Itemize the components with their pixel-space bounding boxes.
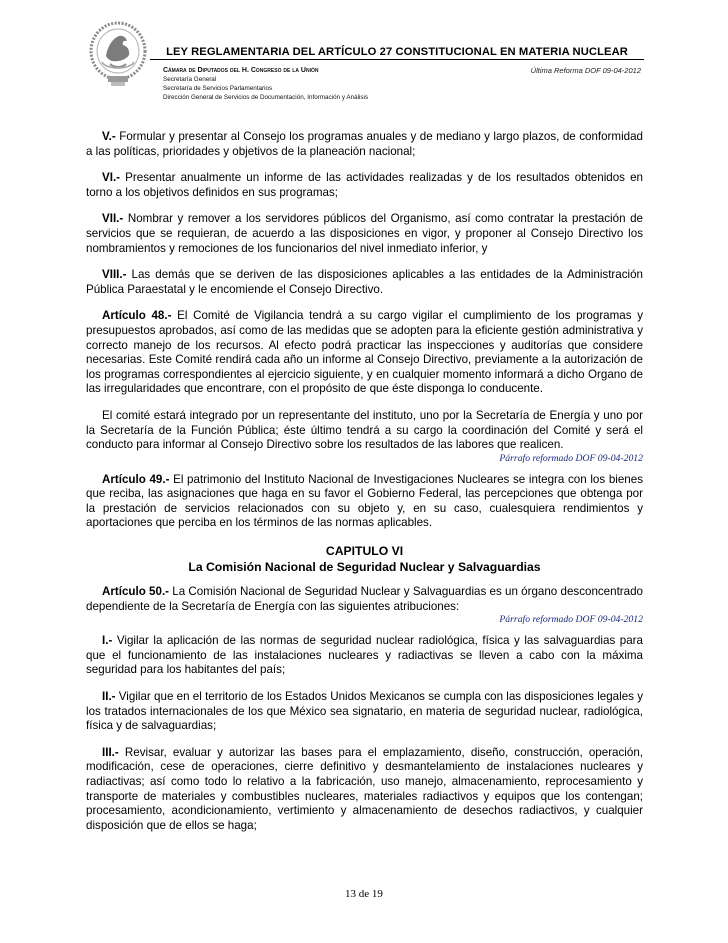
chapter-number: CAPITULO VI xyxy=(325,544,404,559)
page-number: 13 de 19 xyxy=(345,888,383,900)
paragraph-fraction-i: I.- Vigilar la aplicación de las normas de seguridad nuclear radiológica, física y las salvaguardias para que el funcionamiento de las instalaciones nucleares y radiactivas se lleven a cabo con la máxima seguridad para los habitantes del país; xyxy=(86,634,643,677)
paragraph-fraction-viii: VIII.- Las demás que se deriven de las disposiciones aplicables a las entidades de la Administración Pública Paraestatal y le encomiende el Consejo Directivo. xyxy=(86,268,643,296)
header-servicios: Secretaría de Servicios Parlamentarios xyxy=(163,85,273,92)
chapter-title: La Comisión Nacional de Seguridad Nuclear y Salvaguardias xyxy=(188,560,541,575)
paragraph-article-48: Artículo 48.- El Comité de Vigilancia tendrá a su cargo vigilar el cumplimiento de los programas y presupuestos aprobados, así como de las medidas que se adopten para la eficiente gestión administrativa y correcto manejo de los recursos. Al efecto podrá practicar las inspecciones y auditorías que considere necesarias. Este Comité rendirá cada año un informe al Consejo Directivo, previamente a la autorización de los programas correspondientes al ejercicio siguiente, y en cualquier momento informará a dicho Organo de las irregularidades que encontrare, con el propósito de que éste disponga lo conducente. xyxy=(86,309,643,396)
reform-note: Párrafo reformado DOF 09-04-2012 xyxy=(499,452,643,464)
reform-note: Párrafo reformado DOF 09-04-2012 xyxy=(499,614,643,626)
document-body xyxy=(86,130,643,845)
header-secretaria: Secretaría General xyxy=(163,76,217,83)
document-title: LEY REGLAMENTARIA DEL ARTÍCULO 27 CONSTITUCIONAL EN MATERIA NUCLEAR xyxy=(150,46,644,60)
paragraph-article-50: Artículo 50.- La Comisión Nacional de Seguridad Nuclear y Salvaguardias es un órgano desconcentrado dependiente de la Secretaría de Energía con las siguientes atribuciones: xyxy=(86,585,644,613)
header-camara: Cámara de Diputados del H. Congreso de la Unión xyxy=(163,67,319,74)
paragraph-article-49: Artículo 49.- El patrimonio del Instituto Nacional de Investigaciones Nucleares se integra con los bienes que reciba, las asignaciones que haga en su favor el Gobierno Federal, las percepciones que obtenga por la prestación de servicios relacionados con su objeto y, en su caso, cualesquiera rendimientos y aportaciones que perciba en los términos de las normas aplicables. xyxy=(86,472,643,530)
header-direccion: Dirección General de Servicios de Documentación, Información y Análisis xyxy=(163,94,369,101)
paragraph-fraction-ii: II.- Vigilar que en el territorio de los Estados Unidos Mexicanos se cumpla con las disposiciones legales y los tratados internacionales de los que México sea signatario, en materia de seguridad nuclear, radiológica, física y de salvaguardias; xyxy=(86,690,643,733)
header-last-reform: Última Reforma DOF 09-04-2012 xyxy=(530,66,641,75)
paragraph-fraction-v: V.- Formular y presentar al Consejo los programas anuales y de mediano y largo plazos, de conformidad a las políticas, prioridades y objetivos de la planeación nacional; xyxy=(86,130,643,158)
paragraph-fraction-vii: VII.- Nombrar y remover a los servidores públicos del Organismo, así como contratar la prestación de servicios que se requieran, de acuerdo a las disposiciones en vigor, y proponer al Consejo Directivo los nombramientos y remociones de los funcionarios del nivel inmediato inferior, y xyxy=(86,212,643,255)
mexico-coat-of-arms-seal-icon xyxy=(88,18,148,88)
paragraph-fraction-iii: III.- Revisar, evaluar y autorizar las bases para el emplazamiento, diseño, construcción, operación, modificación, cese de operaciones, cierre definitivo y desmantelamiento de instalaciones nucleares y radiactivas; así como todo lo relativo a la fabricación, uso manejo, almacenamiento, reprocesamiento y transporte de materiales y combustibles nucleares, materiales radiactivos y equipos que los contengan; procesamiento, acondicionamiento, vertimiento y almacenamiento de desechos radiactivos, y cualquier disposición que de ellos se haga; xyxy=(86,745,643,832)
paragraph-fraction-vi: VI.- Presentar anualmente un informe de las actividades realizadas y de los resultados obtenidos en torno a los objetivos definidos en sus programas; xyxy=(86,171,643,199)
paragraph-comite: El comité estará integrado por un representante del instituto, uno por la Secretaría de Energía y uno por la Secretaría de la Función Pública; éste último tendrá a su cargo la coordinación del Comité y será el conducto para informar al Consejo Directivo sobre los resultados de las labores que realicen. xyxy=(86,408,643,452)
